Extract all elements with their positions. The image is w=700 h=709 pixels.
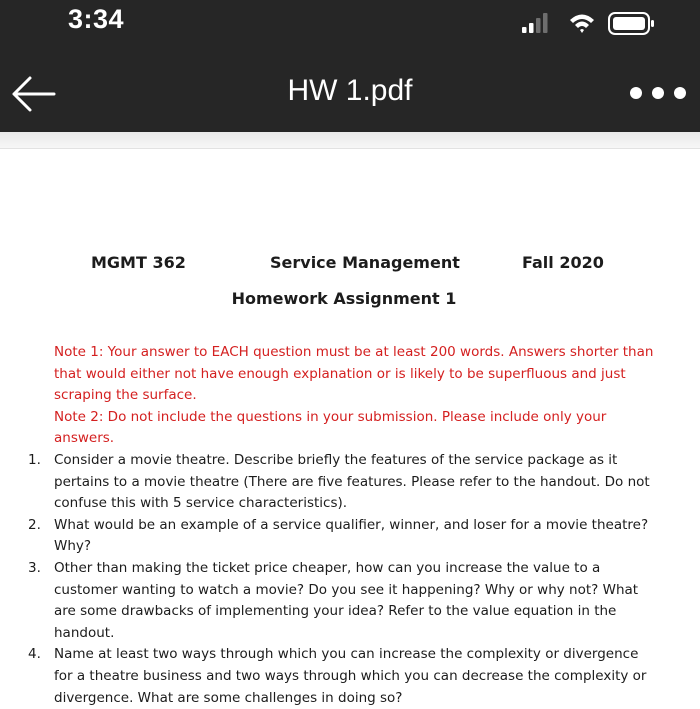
note-2: Note 2: Do not include the questions in your submission. Please include only your answers. — [54, 408, 607, 446]
toolbar-separator — [0, 132, 700, 149]
cellular-signal-icon — [522, 13, 548, 33]
pdf-page[interactable] — [0, 149, 700, 706]
question-item — [20, 644, 660, 709]
question-item — [20, 558, 660, 644]
question-text: Name at least two ways through which you can increase the complexity or divergence for a theatre business and two ways through which you can decrease the complexity or divergence. What are some challenges in doing so? — [54, 646, 647, 706]
note-1: Note 1: Your answer to EACH question must be at least 200 words. Answers shorter than that would either not have enough explanation or is likely to be superfluous and just scraping the surface. — [54, 344, 654, 403]
course-subject: Service Management — [270, 253, 460, 272]
question-number: 3. — [28, 559, 41, 576]
more-dots-icon — [626, 80, 690, 106]
status-time: 3:34 — [68, 4, 125, 34]
status-icons-svg — [522, 10, 672, 38]
question-item — [20, 515, 660, 558]
wifi-icon — [570, 15, 594, 34]
document-title: HW 1.pdf — [287, 74, 413, 107]
question-number: 2. — [28, 516, 41, 533]
assignment-title: Homework Assignment 1 — [231, 289, 457, 308]
status-bar — [0, 0, 700, 52]
question-text: Other than making the ticket price cheaper, how can you increase the value to a customer wanting to watch a movie? Do you see it happening? Why or why not? What are some drawbacks of implementing your idea? Refer to the value equation in the handout. — [54, 559, 639, 641]
question-item — [20, 450, 660, 515]
more-options-button[interactable] — [626, 80, 690, 106]
course-term: Fall 2020 — [522, 253, 604, 272]
question-text: What would be an example of a service qualifier, winner, and loser for a movie theatre? Why? — [54, 516, 649, 555]
nav-bar — [0, 52, 700, 132]
battery-icon — [609, 13, 654, 34]
question-text: Consider a movie theatre. Describe briefly the features of the service package as it pertains to a movie theatre (There are five features. Please refer to the handout. Do not confuse this with 5 service characteristics). — [54, 452, 650, 512]
question-number: 4. — [28, 646, 41, 663]
status-icons — [522, 10, 672, 38]
notes-block — [54, 342, 654, 450]
question-number: 1. — [28, 452, 41, 468]
course-code: MGMT 362 — [91, 253, 186, 272]
question-list — [20, 450, 660, 709]
